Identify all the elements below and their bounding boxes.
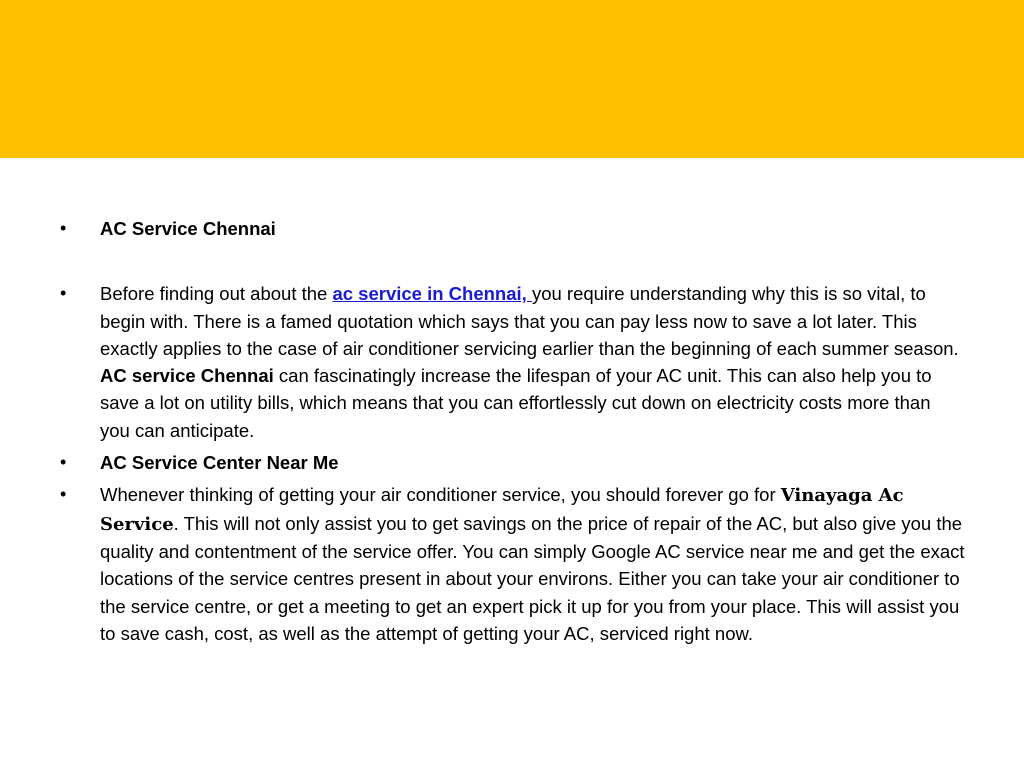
bullet-icon: • [60,484,67,505]
bold-phrase: AC service Chennai [100,365,274,387]
list-item [60,449,965,476]
list-item [60,280,965,444]
ac-service-chennai-link[interactable]: ac service in Chennai, [332,283,532,305]
brand-name: Vinayaga Ac Service [100,485,904,535]
heading-ac-service-chennai: AC Service Chennai [100,218,276,239]
bullet-icon: • [60,283,67,304]
bullet-icon: • [60,218,67,238]
bullet-icon: • [60,452,67,473]
bullet-list [60,215,965,647]
paragraph-1: Before finding out about the ac service in Chennai, you require understanding why this is so vital, to begin with. There is a famed quotation which says that you can pay less now to save a lot later. This exactly applies to the case of air conditioner servicing earlier than the beginning of each summer season. AC service Chennai can fascinatingly increase the lifespan of your AC unit. This can also help you to save a lot on utility bills, which means that you can effortlessly cut down on electricity costs more than you can anticipate. [100,283,959,441]
list-item [60,481,965,647]
list-item [60,215,965,242]
heading-ac-service-center: AC Service Center Near Me [100,452,339,474]
header-banner [0,0,1024,158]
paragraph-2: Whenever thinking of getting your air conditioner service, you should forever go for Vinayaga Ac Service. This will not only assist you to get savings on the price of repair of the AC, but also give you the quality and contentment of the service offer. You can simply Google AC service near me and get the exact locations of the service centres present in about your environs. Either you can take your air conditioner to the service centre, or get a meeting to get an expert pick it up for you from your place. This will assist you to save cash, cost, as well as the attempt of getting your AC, serviced right now. [100,484,965,644]
